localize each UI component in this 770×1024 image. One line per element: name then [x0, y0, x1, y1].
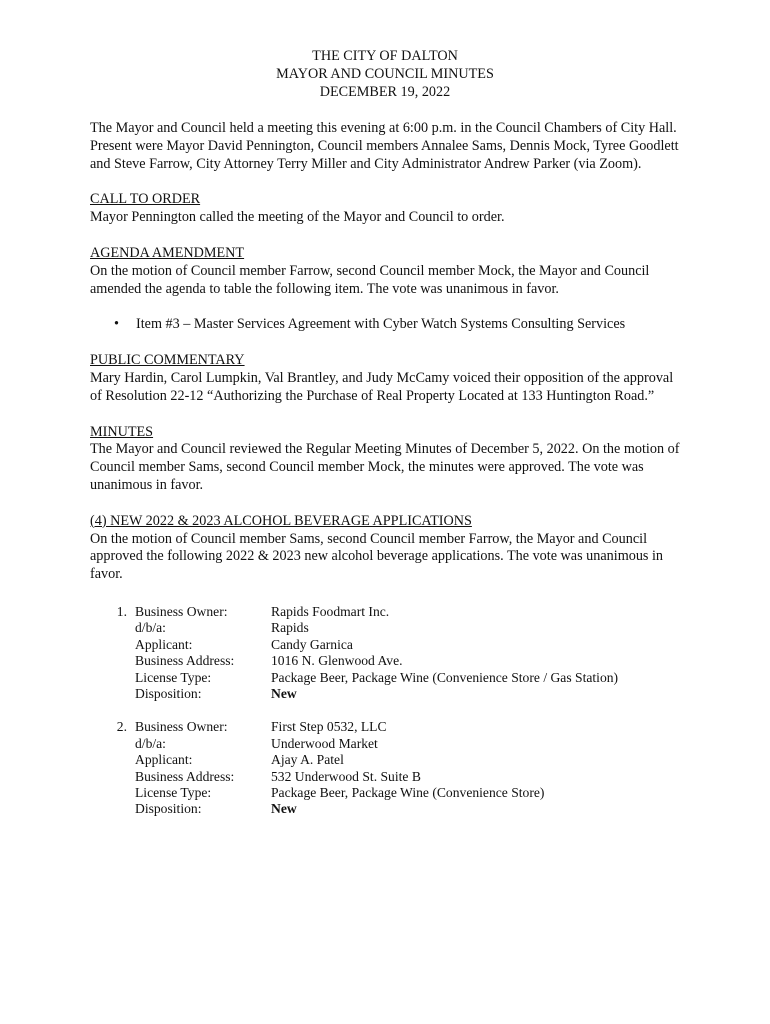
- bullet-icon: •: [114, 316, 119, 333]
- call-to-order-heading: CALL TO ORDER: [90, 191, 201, 208]
- application-values: [271, 604, 680, 702]
- value-disposition: New: [271, 801, 297, 817]
- application-labels: [135, 604, 271, 702]
- application-number: 1.: [116, 603, 127, 619]
- label-business-owner: Business Owner:: [135, 719, 228, 735]
- public-commentary-text: Mary Hardin, Carol Lumpkin, Val Brantley, and Judy McCamy voiced their opposition of the approval of Resolution 22-12 “Authorizing the Purchase of Real Property Located at 133 Huntington Road.”: [90, 369, 674, 404]
- agenda-amendment-section: [90, 245, 680, 334]
- list-item: [90, 316, 680, 334]
- public-commentary-heading: PUBLIC COMMENTARY: [90, 352, 245, 369]
- value-business-owner: Rapids Foodmart Inc.: [271, 603, 390, 619]
- label-license-type: License Type:: [135, 669, 212, 685]
- value-disposition: New: [271, 685, 297, 701]
- agenda-amendment-text: On the motion of Council member Farrow, second Council member Mock, the Mayor and Council amended the agenda to table the following item. The vote was unanimous in favor.: [90, 262, 650, 297]
- value-business-address: 532 Underwood St. Suite B: [271, 768, 421, 784]
- label-applicant: Applicant:: [135, 752, 193, 768]
- alcohol-section: [90, 513, 680, 818]
- call-to-order-text: Mayor Pennington called the meeting of the Mayor and Council to order.: [90, 209, 505, 226]
- city-title: THE CITY OF DALTON: [312, 48, 458, 64]
- document-title: MAYOR AND COUNCIL MINUTES: [276, 66, 494, 82]
- application-labels: [135, 719, 271, 817]
- public-commentary-section: [90, 352, 680, 405]
- application-number: 2.: [116, 719, 127, 735]
- label-business-address: Business Address:: [135, 768, 235, 784]
- minutes-page: [90, 47, 680, 835]
- label-license-type: License Type:: [135, 785, 212, 800]
- value-dba: Rapids: [271, 620, 309, 636]
- agenda-item-list: [90, 316, 680, 334]
- value-applicant: Candy Garnica: [271, 636, 353, 652]
- alcohol-text: On the motion of Council member Sams, second Council member Farrow, the Mayor and Council approved the following 2022 & 2023 new alcohol beverage applications. The vote was unanimous in favor.: [90, 530, 664, 583]
- application-list: [90, 604, 680, 818]
- label-dba: d/b/a:: [135, 620, 166, 636]
- value-license-type: Package Beer, Package Wine (Convenience Store): [271, 785, 545, 800]
- application-2: [90, 719, 680, 817]
- value-license-type: Package Beer, Package Wine (Convenience Store / Gas Station): [271, 669, 619, 685]
- label-disposition: Disposition:: [135, 801, 202, 817]
- value-dba: Underwood Market: [271, 735, 378, 751]
- document-header: [90, 47, 680, 101]
- value-business-address: 1016 N. Glenwood Ave.: [271, 653, 403, 669]
- label-business-address: Business Address:: [135, 653, 235, 669]
- label-business-owner: Business Owner:: [135, 603, 228, 619]
- application-1: [90, 604, 680, 702]
- minutes-text: The Mayor and Council reviewed the Regular Meeting Minutes of December 5, 2022. On the motion of Council member Sams, second Council member Mock, the minutes were approved. The vote was unanimous in favor.: [90, 441, 680, 493]
- agenda-amendment-heading: AGENDA AMENDMENT: [90, 244, 245, 261]
- label-dba: d/b/a:: [135, 735, 166, 751]
- minutes-section: [90, 424, 680, 495]
- minutes-heading: MINUTES: [90, 423, 154, 440]
- value-business-owner: First Step 0532, LLC: [271, 719, 387, 735]
- meeting-date: DECEMBER 19, 2022: [319, 84, 451, 100]
- agenda-item-text: Item #3 – Master Services Agreement with Cyber Watch Systems Consulting Services: [136, 316, 626, 333]
- label-disposition: Disposition:: [135, 685, 202, 701]
- intro-paragraph: The Mayor and Council held a meeting this evening at 6:00 p.m. in the Council Chambers of City Hall. Present were Mayor David Pennington, Council members Annalee Sams, Dennis Mock, Tyree Goodlett and Steve Farrow, City Attorney Terry Miller and City Administrator Andrew Parker (via Zoom).: [90, 120, 679, 172]
- alcohol-heading: (4) NEW 2022 & 2023 ALCOHOL BEVERAGE APPLICATIONS: [90, 512, 472, 529]
- label-applicant: Applicant:: [135, 636, 193, 652]
- call-to-order-section: [90, 191, 680, 227]
- value-applicant: Ajay A. Patel: [271, 752, 344, 768]
- application-values: [271, 719, 680, 817]
